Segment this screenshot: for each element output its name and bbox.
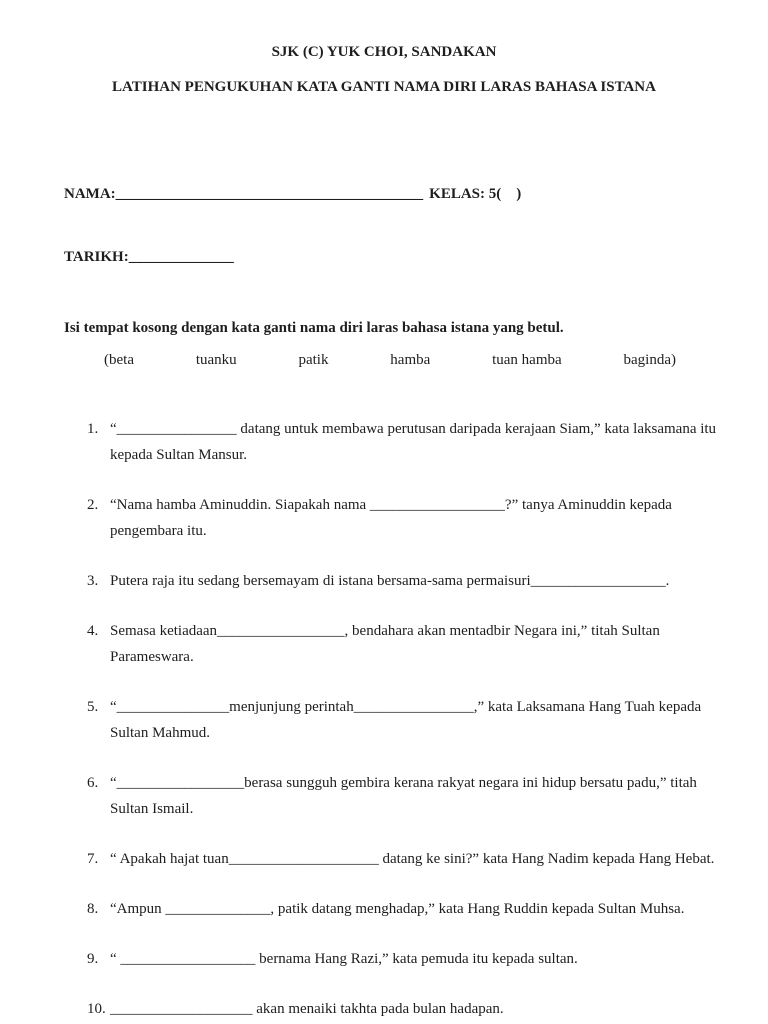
- nama-blank: _________________________________________: [115, 186, 424, 202]
- question-number: 4.: [87, 623, 99, 639]
- question-item: [87, 618, 728, 670]
- question-number: 8.: [87, 901, 99, 917]
- question-item: [87, 416, 728, 468]
- question-text: Semasa ketiadaan_________________, bendahara akan mentadbir Negara ini,” titah Sultan Parameswara.: [110, 623, 660, 665]
- question-number: 9.: [87, 951, 99, 967]
- word-bank-item: tuan hamba: [492, 352, 562, 368]
- tarikh-line: [64, 247, 768, 268]
- question-item: [87, 770, 728, 822]
- question-number: 1.: [87, 421, 99, 437]
- question-list: [87, 416, 728, 1022]
- school-name: SJK (C) YUK CHOI, SANDAKAN: [271, 44, 497, 60]
- question-item: [87, 996, 728, 1022]
- worksheet-title: LATIHAN PENGUKUHAN KATA GANTI NAMA DIRI LARAS BAHASA ISTANA: [112, 79, 656, 95]
- kelas-label: KELAS: 5( ): [429, 186, 522, 202]
- instruction-text: Isi tempat kosong dengan kata ganti nama diri laras bahasa istana yang betul.: [64, 320, 564, 336]
- question-item: [87, 946, 728, 972]
- question-text: “_______________menjunjung perintah________________,” kata Laksamana Hang Tuah kepada Sultan Mahmud.: [110, 699, 702, 741]
- question-number: 2.: [87, 497, 99, 513]
- question-item: [87, 568, 728, 594]
- word-bank-item: tuanku: [195, 352, 237, 368]
- question-item: [87, 896, 728, 922]
- name-class-line: [64, 184, 768, 205]
- question-text: “_________________berasa sungguh gembira kerana rakyat negara ini hidup bersatu padu,” titah Sultan Ismail.: [110, 775, 697, 817]
- question-text: ___________________ akan menaiki takhta pada bulan hadapan.: [110, 1001, 504, 1017]
- tarikh-blank: ______________: [128, 249, 234, 265]
- question-text: “ Apakah hajat tuan____________________ datang ke sini?” kata Hang Nadim kepada Hang Hebat.: [110, 851, 715, 867]
- question-text: “Ampun ______________, patik datang menghadap,” kata Hang Ruddin kepada Sultan Muhsa.: [110, 901, 685, 917]
- question-item: [87, 846, 728, 872]
- question-number: 10.: [87, 1001, 106, 1017]
- question-number: 3.: [87, 573, 99, 589]
- word-bank-item: baginda): [623, 352, 676, 368]
- word-bank-item: patik: [298, 352, 329, 368]
- nama-label: NAMA:: [64, 186, 116, 202]
- question-text: Putera raja itu sedang bersemayam di istana bersama-sama permaisuri__________________.: [110, 573, 670, 589]
- question-item: [87, 694, 728, 746]
- student-info-block: [64, 142, 768, 310]
- question-number: 6.: [87, 775, 99, 791]
- question-item: [87, 492, 728, 544]
- question-text: “ __________________ bernama Hang Razi,” kata pemuda itu kepada sultan.: [110, 951, 578, 967]
- word-bank: [104, 350, 676, 370]
- question-number: 7.: [87, 851, 99, 867]
- question-text: “Nama hamba Aminuddin. Siapakah nama __________________?” tanya Aminuddin kepada pengembara itu.: [110, 497, 672, 539]
- word-bank-item: hamba: [390, 352, 431, 368]
- word-bank-item: (beta: [104, 352, 134, 368]
- question-text: “________________ datang untuk membawa perutusan daripada kerajaan Siam,” kata laksamana itu kepada Sultan Mansur.: [110, 421, 717, 463]
- tarikh-label: TARIKH:: [64, 249, 129, 265]
- question-number: 5.: [87, 699, 99, 715]
